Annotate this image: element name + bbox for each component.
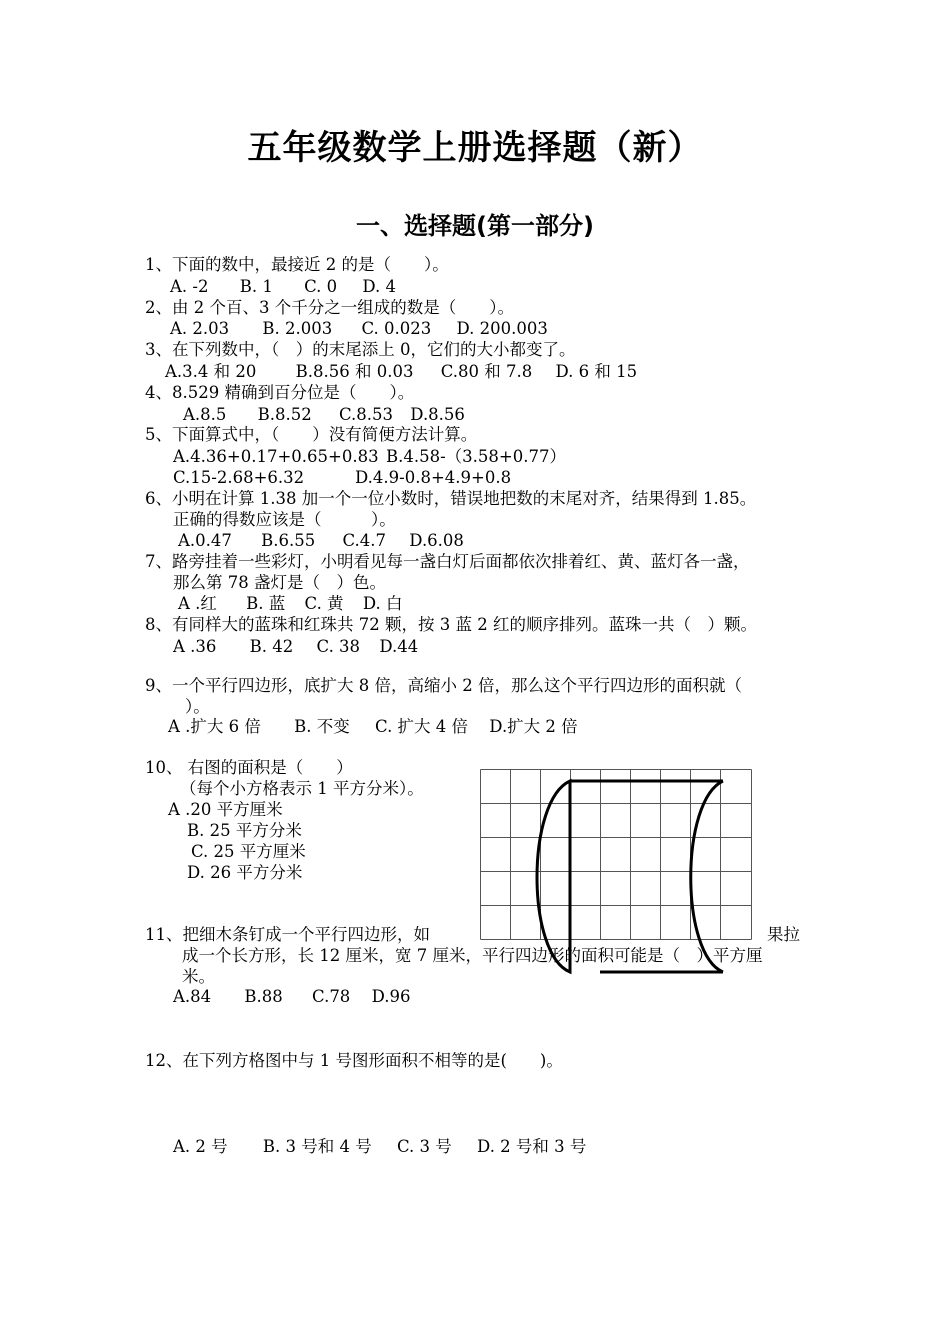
question-11-stem-line-2: 成一个长方形，长 12 厘米，宽 7 厘米，平行四边形的面积可能是（ ）平方厘 xyxy=(182,946,763,965)
question-11-stem-line-1b: 果拉 xyxy=(767,925,800,944)
question-12-option-c: C. 3 号 xyxy=(397,1137,452,1156)
question-11-option-c: C.78 xyxy=(312,987,351,1006)
question-2-option-c: C. 0.023 xyxy=(361,319,432,338)
section-heading: 一、选择题(第一部分) xyxy=(356,212,594,240)
question-2-option-b: B. 2.003 xyxy=(262,319,333,338)
question-3-option-c: C.80 和 7.8 xyxy=(440,362,533,381)
question-11-options xyxy=(173,986,410,1007)
question-5-option-b: B.4.58-（3.58+0.77） xyxy=(386,447,566,466)
question-3-option-b: B.8.56 和 0.03 xyxy=(295,362,414,381)
question-8-options xyxy=(173,636,418,657)
question-1-option-d: D. 4 xyxy=(362,277,397,296)
grid-lines xyxy=(481,770,752,940)
question-9-option-c: C. 扩大 4 倍 xyxy=(375,717,469,736)
question-1-option-c: C. 0 xyxy=(304,277,338,296)
question-9-option-b: B. 不变 xyxy=(294,717,350,736)
question-11-stem-line-1a: 11、把细木条钉成一个平行四边形，如 xyxy=(145,925,430,944)
question-9-option-a: A .扩大 6 倍 xyxy=(168,717,261,736)
question-8-option-d: D.44 xyxy=(379,637,419,656)
question-12-option-d: D. 2 号和 3 号 xyxy=(477,1137,587,1156)
question-11-stem-line-3: 米。 xyxy=(182,967,215,986)
question-2-options xyxy=(170,318,548,339)
question-6-option-a: A.0.47 xyxy=(178,531,232,550)
question-2-option-a: A. 2.03 xyxy=(170,319,230,338)
question-12-option-a: A. 2 号 xyxy=(173,1137,228,1156)
question-5-option-d: D.4.9-0.8+4.9+0.8 xyxy=(355,468,512,487)
question-7-option-a: A .红 xyxy=(178,594,217,613)
question-4-options xyxy=(183,404,465,425)
question-6-option-c: C.4.7 xyxy=(342,531,387,550)
question-2-stem: 2、由 2 个百、3 个千分之一组成的数是（ ）。 xyxy=(145,298,514,317)
question-5-option-a: A.4.36+0.17+0.65+0.83 xyxy=(173,447,379,466)
question-9-options xyxy=(168,716,578,737)
question-7-options xyxy=(178,593,402,614)
question-5-stem: 5、下面算式中，（ ）没有简便方法计算。 xyxy=(145,425,478,444)
question-12-stem: 12、在下列方格图中与 1 号图形面积不相等的是( )。 xyxy=(145,1051,563,1070)
question-10-option-d: D. 26 平方分米 xyxy=(187,863,303,882)
question-1-option-b: B. 1 xyxy=(239,277,273,296)
question-6-options xyxy=(178,530,464,551)
question-9-stem-line-2: ）。 xyxy=(185,697,210,716)
question-4-option-d: D.8.56 xyxy=(410,405,465,424)
question-1-options xyxy=(170,276,396,297)
question-10-option-c: C. 25 平方厘米 xyxy=(191,842,306,861)
question-10-stem-line-1: 10、 右图的面积是（ ） xyxy=(145,758,353,777)
question-4-stem: 4、8.529 精确到百分位是（ ）。 xyxy=(145,383,415,402)
question-6-option-b: B.6.55 xyxy=(261,531,316,550)
question-9-stem-line-1: 9、一个平行四边形，底扩大 8 倍，高缩小 2 倍，那么这个平行四边形的面积就（ xyxy=(145,676,742,695)
question-7-option-c: C. 黄 xyxy=(304,594,344,613)
question-11-option-a: A.84 xyxy=(173,987,212,1006)
question-4-option-c: C.8.53 xyxy=(339,405,394,424)
question-3-option-a: A.3.4 和 20 xyxy=(165,362,257,381)
question-7-option-b: B. 蓝 xyxy=(246,594,286,613)
question-5-option-c: C.15-2.68+6.32 xyxy=(173,468,305,487)
question-8-option-c: C. 38 xyxy=(316,637,361,656)
question-7-option-d: D. 白 xyxy=(362,594,403,613)
page-title: 五年级数学上册选择题（新） xyxy=(247,128,703,168)
question-10-option-a: A .20 平方厘米 xyxy=(168,800,283,819)
question-7-stem-line-1: 7、路旁挂着一些彩灯，小明看见每一盏白灯后面都依次排着红、黄、蓝灯各一盏， xyxy=(145,552,750,571)
question-6-stem-line-1: 6、小明在计算 1.38 加一个一位小数时，错误地把数的末尾对齐，结果得到 1.85。 xyxy=(145,489,757,508)
question-4-option-b: B.8.52 xyxy=(257,405,312,424)
question-9-option-d: D.扩大 2 倍 xyxy=(489,717,578,736)
question-3-option-d: D. 6 和 15 xyxy=(555,362,638,381)
question-3-stem: 3、在下列数中，（ ）的末尾添上 0，它们的大小都变了。 xyxy=(145,340,576,359)
question-3-options xyxy=(165,361,637,382)
question-12-options xyxy=(173,1136,586,1157)
question-8-option-b: B. 42 xyxy=(249,637,294,656)
question-1-stem: 1、下面的数中，最接近 2 的是（ ）。 xyxy=(145,255,449,274)
question-10-option-b: B. 25 平方分米 xyxy=(187,821,302,840)
question-11-option-d: D.96 xyxy=(371,987,411,1006)
question-8-stem: 8、有同样大的蓝珠和红珠共 72 颗，按 3 蓝 2 红的顺序排列。蓝珠一共（ ）颗。 xyxy=(145,615,757,634)
question-7-stem-line-2: 那么第 78 盏灯是（ ）色。 xyxy=(173,573,386,592)
question-4-option-a: A.8.5 xyxy=(183,405,227,424)
question-10-grid-figure xyxy=(480,769,754,975)
question-10-stem-line-2: （每个小方格表示 1 平方分米）。 xyxy=(180,779,424,798)
question-6-stem-line-2: 正确的得数应该是（ ）。 xyxy=(173,510,396,529)
question-6-option-d: D.6.08 xyxy=(409,531,464,550)
question-2-option-d: D. 200.003 xyxy=(456,319,548,338)
question-1-option-a: A. -2 xyxy=(170,277,209,296)
question-8-option-a: A .36 xyxy=(173,637,217,656)
question-11-option-b: B.88 xyxy=(244,987,283,1006)
question-12-option-b: B. 3 号和 4 号 xyxy=(262,1137,372,1156)
